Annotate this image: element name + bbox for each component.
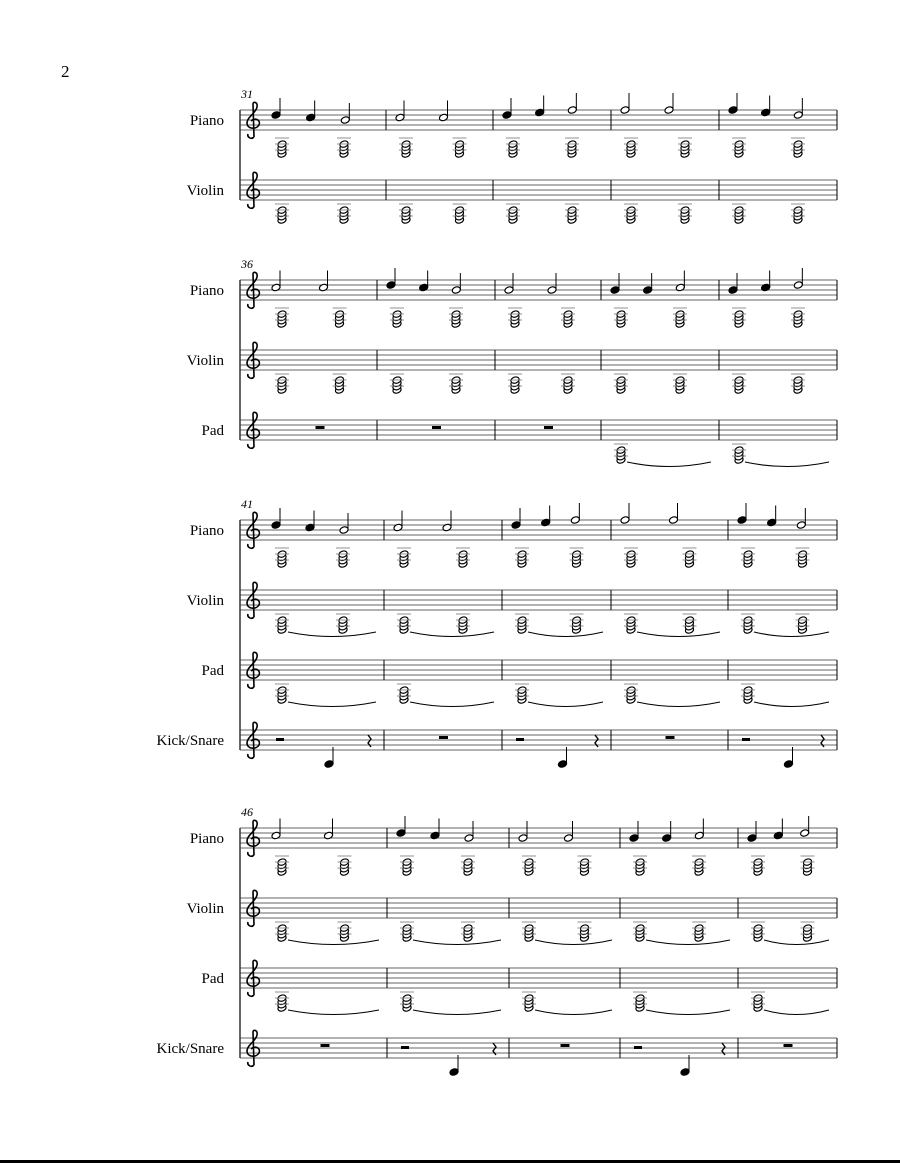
chord: [449, 374, 463, 394]
chord: [515, 614, 529, 634]
tie: [764, 940, 829, 945]
chord: [570, 614, 584, 634]
note-head: [737, 516, 747, 525]
chord: [683, 548, 697, 568]
tie: [754, 702, 829, 707]
chord: [400, 922, 414, 942]
note-head: [504, 286, 514, 295]
chord: [561, 374, 575, 394]
system: [187, 257, 837, 467]
staff: [187, 890, 837, 944]
tie: [288, 632, 376, 637]
chord: [400, 856, 414, 876]
whole-rest: [439, 736, 448, 739]
note-head: [761, 283, 771, 292]
chord: [791, 138, 805, 158]
tie: [764, 1010, 829, 1015]
tie: [646, 940, 730, 945]
chord: [570, 548, 584, 568]
note-head: [271, 111, 281, 120]
tie: [627, 462, 711, 467]
chord: [336, 548, 350, 568]
note-head: [570, 516, 580, 525]
chord: [399, 138, 413, 158]
note-head: [324, 831, 334, 840]
chord: [741, 548, 755, 568]
chord: [275, 856, 289, 876]
chord: [275, 922, 289, 942]
chord: [337, 204, 351, 224]
staff: [187, 342, 837, 394]
note-head: [767, 518, 777, 527]
chord: [397, 614, 411, 634]
tie: [754, 632, 829, 637]
note-head: [451, 286, 461, 295]
chord: [561, 308, 575, 328]
note-head: [396, 829, 406, 838]
staff-label: Piano: [189, 283, 224, 299]
chord: [275, 138, 289, 158]
whole-rest: [432, 426, 441, 429]
chord: [390, 308, 404, 328]
staff-label: Kick/Snare: [156, 733, 224, 749]
chord: [673, 374, 687, 394]
note-head: [319, 283, 329, 292]
chord: [796, 548, 810, 568]
chord: [741, 614, 755, 634]
chord: [801, 856, 815, 876]
tie: [413, 940, 501, 945]
chord: [397, 548, 411, 568]
measure-number: 31: [241, 87, 253, 101]
staff: [187, 582, 837, 636]
note-head: [430, 831, 440, 840]
chord: [624, 138, 638, 158]
note-head: [728, 286, 738, 295]
note-head: [271, 283, 281, 292]
staff: [157, 1030, 837, 1076]
chord: [751, 992, 765, 1012]
chord: [578, 856, 592, 876]
whole-rest: [316, 426, 325, 429]
chord: [796, 614, 810, 634]
kick-note-head: [449, 1068, 459, 1077]
chord: [741, 684, 755, 704]
note-head: [643, 286, 653, 295]
note-head: [511, 521, 521, 530]
chord: [461, 922, 475, 942]
note-head: [386, 281, 396, 290]
chord: [399, 204, 413, 224]
chord: [732, 204, 746, 224]
chord: [400, 992, 414, 1012]
note-head: [564, 834, 574, 843]
note-head: [306, 113, 316, 122]
whole-rest: [544, 426, 553, 429]
whole-rest: [666, 736, 675, 739]
whole-rest: [784, 1044, 793, 1047]
staff-label: Pad: [201, 971, 224, 987]
chord: [275, 548, 289, 568]
kick-note-head: [784, 760, 794, 769]
note-head: [773, 831, 783, 840]
chord: [506, 138, 520, 158]
tie: [528, 702, 603, 707]
chord: [456, 548, 470, 568]
half-rest: [634, 1046, 642, 1049]
note-head: [547, 286, 557, 295]
staff-label: Pad: [201, 423, 224, 439]
chord: [624, 548, 638, 568]
page-number: 2: [61, 62, 70, 81]
chord: [515, 684, 529, 704]
chord: [336, 614, 350, 634]
chord: [633, 922, 647, 942]
chord: [338, 856, 352, 876]
note-head: [502, 111, 512, 120]
tie: [410, 702, 494, 707]
chord: [683, 614, 697, 634]
system: [157, 805, 837, 1076]
chord: [801, 922, 815, 942]
staff-label: Violin: [186, 593, 224, 609]
staff-label: Violin: [186, 183, 224, 199]
half-rest: [276, 738, 284, 741]
note-head: [305, 523, 315, 532]
chord: [732, 374, 746, 394]
chord: [275, 614, 289, 634]
chord: [337, 138, 351, 158]
tie: [528, 632, 603, 637]
note-head: [271, 831, 281, 840]
whole-rest: [561, 1044, 570, 1047]
chord: [275, 308, 289, 328]
note-head: [442, 523, 452, 532]
chord: [461, 856, 475, 876]
chord: [453, 138, 467, 158]
kick-note-head: [324, 760, 334, 769]
chord: [397, 684, 411, 704]
note-head: [796, 521, 806, 530]
chord: [614, 374, 628, 394]
note-head: [620, 516, 630, 525]
chord: [624, 684, 638, 704]
note-head: [664, 106, 674, 115]
chord: [508, 308, 522, 328]
system: [187, 87, 837, 224]
page-bottom-rule: [0, 1160, 900, 1163]
chord: [751, 856, 765, 876]
chord: [732, 444, 746, 464]
chord: [732, 138, 746, 158]
note-head: [761, 108, 771, 117]
chord: [522, 856, 536, 876]
chord: [751, 922, 765, 942]
chord: [692, 856, 706, 876]
tie: [745, 462, 829, 467]
chord: [673, 308, 687, 328]
note-head: [518, 834, 528, 843]
chord: [522, 922, 536, 942]
chord: [275, 374, 289, 394]
staff: [202, 412, 838, 466]
staff-label: Piano: [189, 523, 224, 539]
chord: [338, 922, 352, 942]
note-head: [669, 516, 679, 525]
tie: [410, 632, 494, 637]
chord: [565, 138, 579, 158]
chord: [275, 204, 289, 224]
chord: [449, 308, 463, 328]
staff: [190, 503, 837, 568]
measure-number: 41: [241, 497, 253, 511]
staff: [157, 722, 837, 768]
tie: [535, 940, 612, 945]
tie: [535, 1010, 612, 1015]
note-head: [541, 518, 551, 527]
chord: [578, 922, 592, 942]
chord: [624, 614, 638, 634]
staff: [190, 93, 837, 158]
note-head: [610, 286, 620, 295]
staff-label: Piano: [189, 831, 224, 847]
chord: [692, 922, 706, 942]
tie: [646, 1010, 730, 1015]
whole-rest: [321, 1044, 330, 1047]
note-head: [393, 523, 403, 532]
tie: [288, 940, 379, 945]
chord: [515, 548, 529, 568]
chord: [678, 138, 692, 158]
tie: [637, 702, 720, 707]
half-rest: [516, 738, 524, 741]
note-head: [339, 526, 349, 535]
chord: [791, 308, 805, 328]
chord: [791, 204, 805, 224]
measure-number: 36: [241, 257, 253, 271]
chord: [333, 308, 347, 328]
measure-number: 46: [241, 805, 253, 819]
note-head: [271, 521, 281, 530]
chord: [333, 374, 347, 394]
staff: [190, 816, 837, 876]
chord: [633, 856, 647, 876]
note-head: [395, 113, 405, 122]
tie: [288, 702, 376, 707]
system: [157, 497, 837, 768]
note-head: [567, 106, 577, 115]
note-head: [728, 106, 738, 115]
chord: [275, 684, 289, 704]
note-head: [629, 834, 639, 843]
half-rest: [742, 738, 750, 741]
half-rest: [401, 1046, 409, 1049]
staff-label: Pad: [201, 663, 224, 679]
chord: [506, 204, 520, 224]
chord: [732, 308, 746, 328]
staff-label: Kick/Snare: [156, 1041, 224, 1057]
note-head: [535, 108, 545, 117]
staff: [187, 172, 837, 224]
staff: [190, 268, 837, 328]
chord: [614, 444, 628, 464]
note-head: [439, 113, 449, 122]
tie: [288, 1010, 379, 1015]
chord: [678, 204, 692, 224]
note-head: [662, 834, 672, 843]
chord: [791, 374, 805, 394]
chord: [456, 614, 470, 634]
chord: [565, 204, 579, 224]
note-head: [800, 829, 810, 838]
kick-note-head: [558, 760, 568, 769]
staff-label: Violin: [186, 901, 224, 917]
chord: [508, 374, 522, 394]
note-head: [675, 283, 685, 292]
note-head: [793, 111, 803, 120]
staff-label: Violin: [186, 353, 224, 369]
note-head: [620, 106, 630, 115]
note-head: [694, 831, 704, 840]
note-head: [747, 834, 757, 843]
staff-label: Piano: [189, 113, 224, 129]
chord: [390, 374, 404, 394]
chord: [633, 992, 647, 1012]
note-head: [419, 283, 429, 292]
staff: [202, 960, 838, 1014]
note-head: [464, 834, 474, 843]
note-head: [340, 116, 350, 125]
tie: [413, 1010, 501, 1015]
tie: [637, 632, 720, 637]
kick-note-head: [680, 1068, 690, 1077]
chord: [453, 204, 467, 224]
chord: [275, 992, 289, 1012]
staff: [202, 652, 838, 706]
chord: [522, 992, 536, 1012]
chord: [614, 308, 628, 328]
chord: [624, 204, 638, 224]
note-head: [793, 281, 803, 290]
